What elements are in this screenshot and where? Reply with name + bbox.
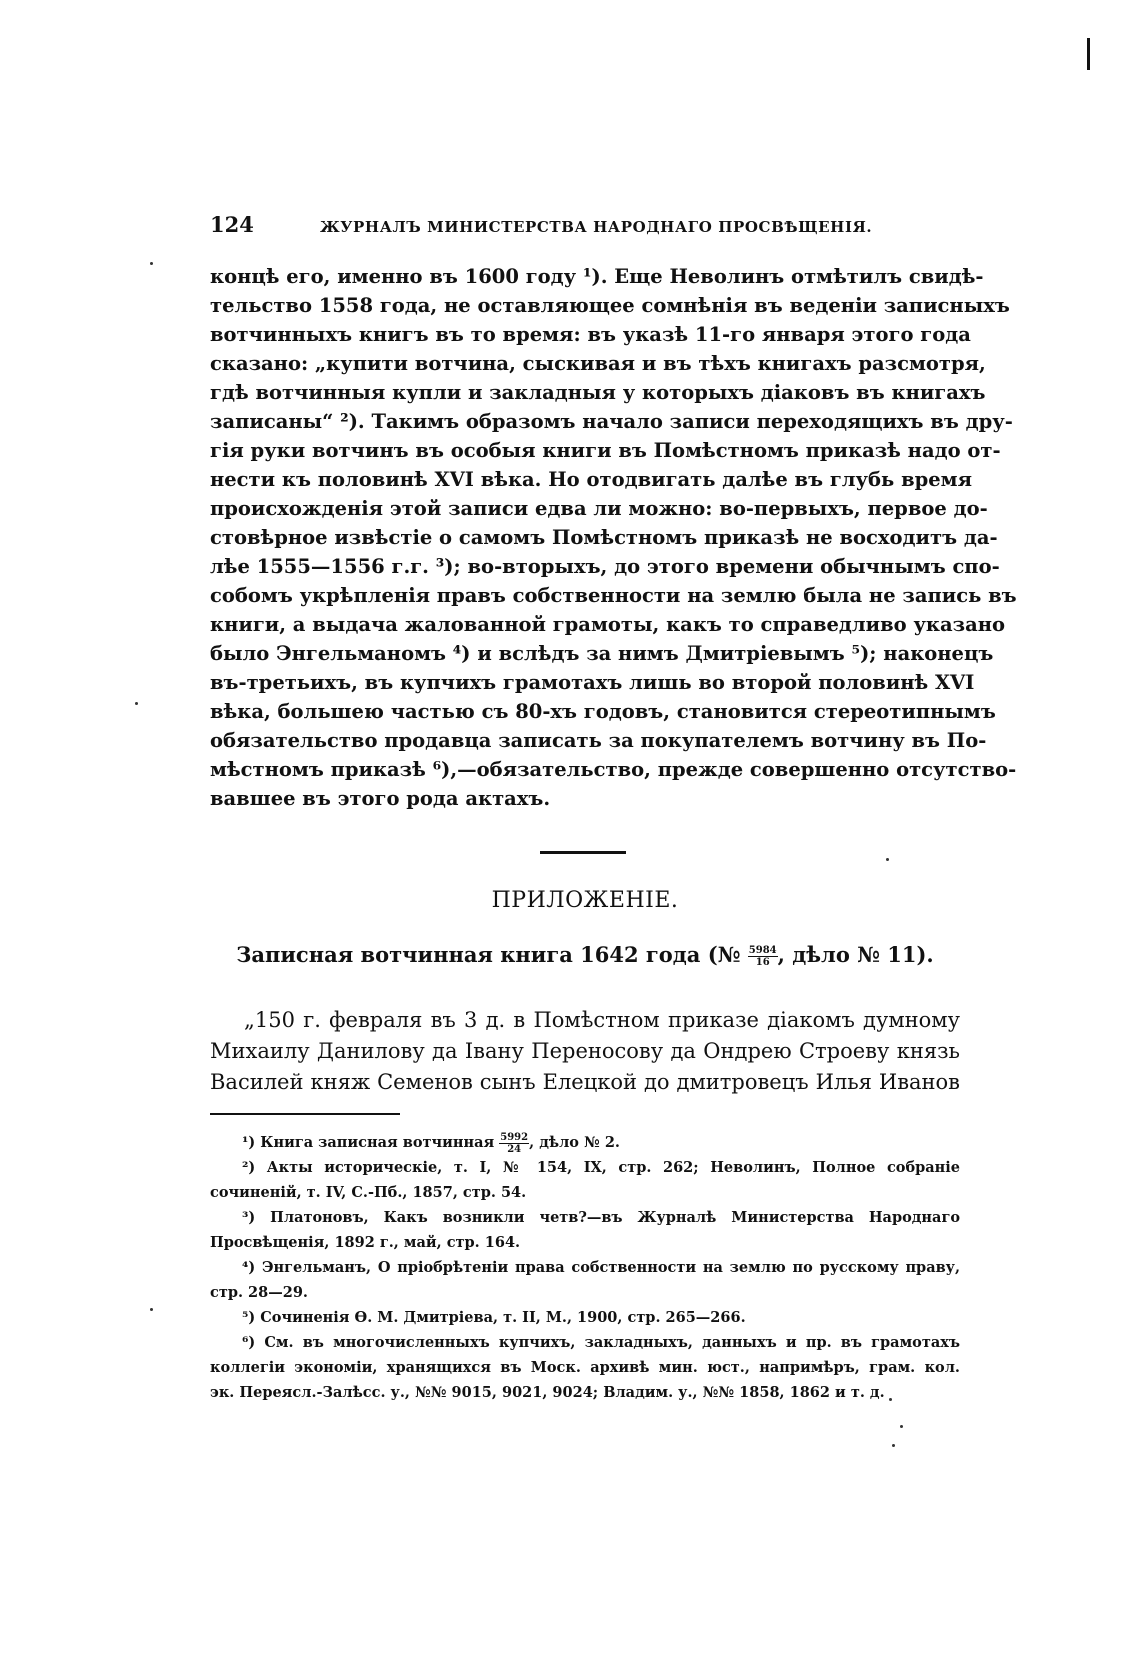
quote-line: Михаилу Данилову да Івану Переносову да Ондрею Строеву князь — [210, 1039, 960, 1063]
text-line: записаны“ ²). Такимъ образомъ начало записи переходящихъ въ дру- — [210, 410, 1013, 433]
fraction-numerator: 5992 — [500, 1131, 529, 1143]
footnote-1 — [210, 1130, 960, 1155]
text-line: лѣе 1555—1556 г.г. ³); во-вторыхъ, до этого времени обычнымъ спо- — [210, 555, 1000, 578]
fraction-denominator: 24 — [507, 1143, 522, 1155]
footnote-line: ⁴) Энгельманъ, О пріобрѣтеніи права собственности на землю по русскому праву, — [242, 1259, 960, 1276]
text-line: въ-третьихъ, въ купчихъ грамотахъ лишь во второй половинѣ XVI — [210, 671, 975, 694]
footnotes — [210, 1130, 960, 1405]
text-line: вѣка, большею частью съ 80-хъ годовъ, становится стереотипнымъ — [210, 700, 996, 723]
text-line: гдѣ вотчинныя купли и закладныя у которыхъ діаковъ въ книгахъ — [210, 381, 986, 404]
footnote-text-end: , дѣло № 2. — [529, 1134, 620, 1151]
text-line: собомъ укрѣпленія правъ собственности на землю была не запись въ — [210, 584, 1017, 607]
scan-speck — [150, 1308, 153, 1311]
page-number: 124 — [210, 212, 254, 237]
footnote-line: ⁵) Сочиненія Ѳ. М. Дмитріева, т. II, М., 1900, стр. 265—266. — [242, 1309, 746, 1326]
subtitle-text: Записная вотчинная книга 1642 года (№ — [236, 942, 741, 967]
text-line: книги, а выдача жалованной грамоты, какъ то справедливо указано — [210, 613, 1006, 636]
quote-line: „150 г. февраля въ 3 д. в Помѣстном приказе діакомъ думному — [244, 1008, 960, 1032]
archive-number-fraction — [748, 945, 778, 968]
text-line: обязательство продавца записать за покупателемъ вотчину въ По- — [210, 729, 987, 752]
footnote-5 — [210, 1305, 960, 1330]
footnote-line: ³) Платоновъ, Какъ возникли четв?—въ Журналѣ Министерства Народнаго — [242, 1209, 960, 1226]
footnote-line: стр. 28—29. — [210, 1284, 308, 1301]
quote-line: Василей княж Семенов сынъ Елецкой до дмитровецъ Илья Иванов — [210, 1070, 960, 1094]
text-line: концѣ его, именно въ 1600 году ¹). Еще Неволинъ отмѣтилъ свидѣ- — [210, 265, 984, 288]
fraction-denominator: 16 — [755, 957, 770, 968]
scan-speck — [886, 858, 889, 861]
scan-speck — [150, 262, 153, 265]
footnote-line: ²) Акты историческіе, т. I, № 154, IX, стр. 262; Неволинъ, Полное собраніе — [242, 1159, 960, 1176]
footnote-line: коллегіи экономіи, хранящихся въ Моск. архивѣ мин. юст., напримѣръ, грам. кол. — [210, 1359, 960, 1376]
footnote-text: ¹) Книга записная вотчинная — [242, 1134, 495, 1151]
archive-number-fraction — [499, 1132, 529, 1155]
subtitle-text-end: , дѣло № 11). — [777, 942, 934, 967]
footnote-4 — [210, 1255, 960, 1305]
scan-edge-mark — [1087, 38, 1090, 70]
scan-speck — [892, 1444, 895, 1447]
main-text — [210, 262, 1017, 813]
footnote-line: Просвѣщенія, 1892 г., май, стр. 164. — [210, 1234, 521, 1251]
footnote-line: ⁶) См. въ многочисленныхъ купчихъ, закладныхъ, данныхъ и пр. въ грамотахъ — [242, 1334, 960, 1351]
text-line: нести къ половинѣ XVI вѣка. Но отодвигать далѣе въ глубь время — [210, 468, 973, 491]
text-line: стовѣрное извѣстіе о самомъ Помѣстномъ приказѣ не восходитъ да- — [210, 526, 998, 549]
text-line: вотчинныхъ книгъ въ то время: въ указѣ 11-го января этого года — [210, 323, 971, 346]
footnote-line: сочиненій, т. IV, С.-Пб., 1857, стр. 54. — [210, 1184, 527, 1201]
text-line: вавшее въ этого рода актахъ. — [210, 787, 551, 810]
text-line: тельство 1558 года, не оставляющее сомнѣнія въ веденіи записныхъ — [210, 294, 1010, 317]
text-line: сказано: „купити вотчина, сыскивая и въ тѣхъ книгахъ разсмотря, — [210, 352, 986, 375]
text-line: гія руки вотчинъ въ особыя книги въ Помѣстномъ приказѣ надо от- — [210, 439, 1001, 462]
appendix-subtitle — [210, 942, 960, 968]
appendix-title: ПРИЛОЖЕНІЕ. — [491, 888, 679, 913]
text-line: было Энгельманомъ ⁴) и вслѣдъ за нимъ Дмитріевымъ ⁵); наконецъ — [210, 642, 994, 665]
footnote-3 — [210, 1205, 960, 1255]
document-quote — [210, 1005, 960, 1098]
section-divider — [540, 851, 626, 854]
text-line: мѣстномъ приказѣ ⁶),—обязательство, прежде совершенно отсутство- — [210, 758, 1017, 781]
running-title: ЖУРНАЛЪ МИНИСТЕРСТВА НАРОДНАГО ПРОСВѢЩЕНІЯ. — [320, 218, 873, 236]
footnote-6 — [210, 1330, 960, 1405]
running-header — [210, 212, 970, 237]
text-line: происхожденія этой записи едва ли можно: во-первыхъ, первое до- — [210, 497, 988, 520]
scan-speck — [135, 702, 138, 705]
footnote-2 — [210, 1155, 960, 1205]
footnote-divider — [210, 1113, 400, 1115]
scan-speck — [889, 1398, 892, 1401]
footnote-line: эк. Переясл.-Залѣсс. у., №№ 9015, 9021, 9024; Владим. у., №№ 1858, 1862 и т. д. — [210, 1384, 885, 1401]
fraction-numerator: 5984 — [748, 945, 777, 956]
scan-speck — [900, 1425, 903, 1428]
